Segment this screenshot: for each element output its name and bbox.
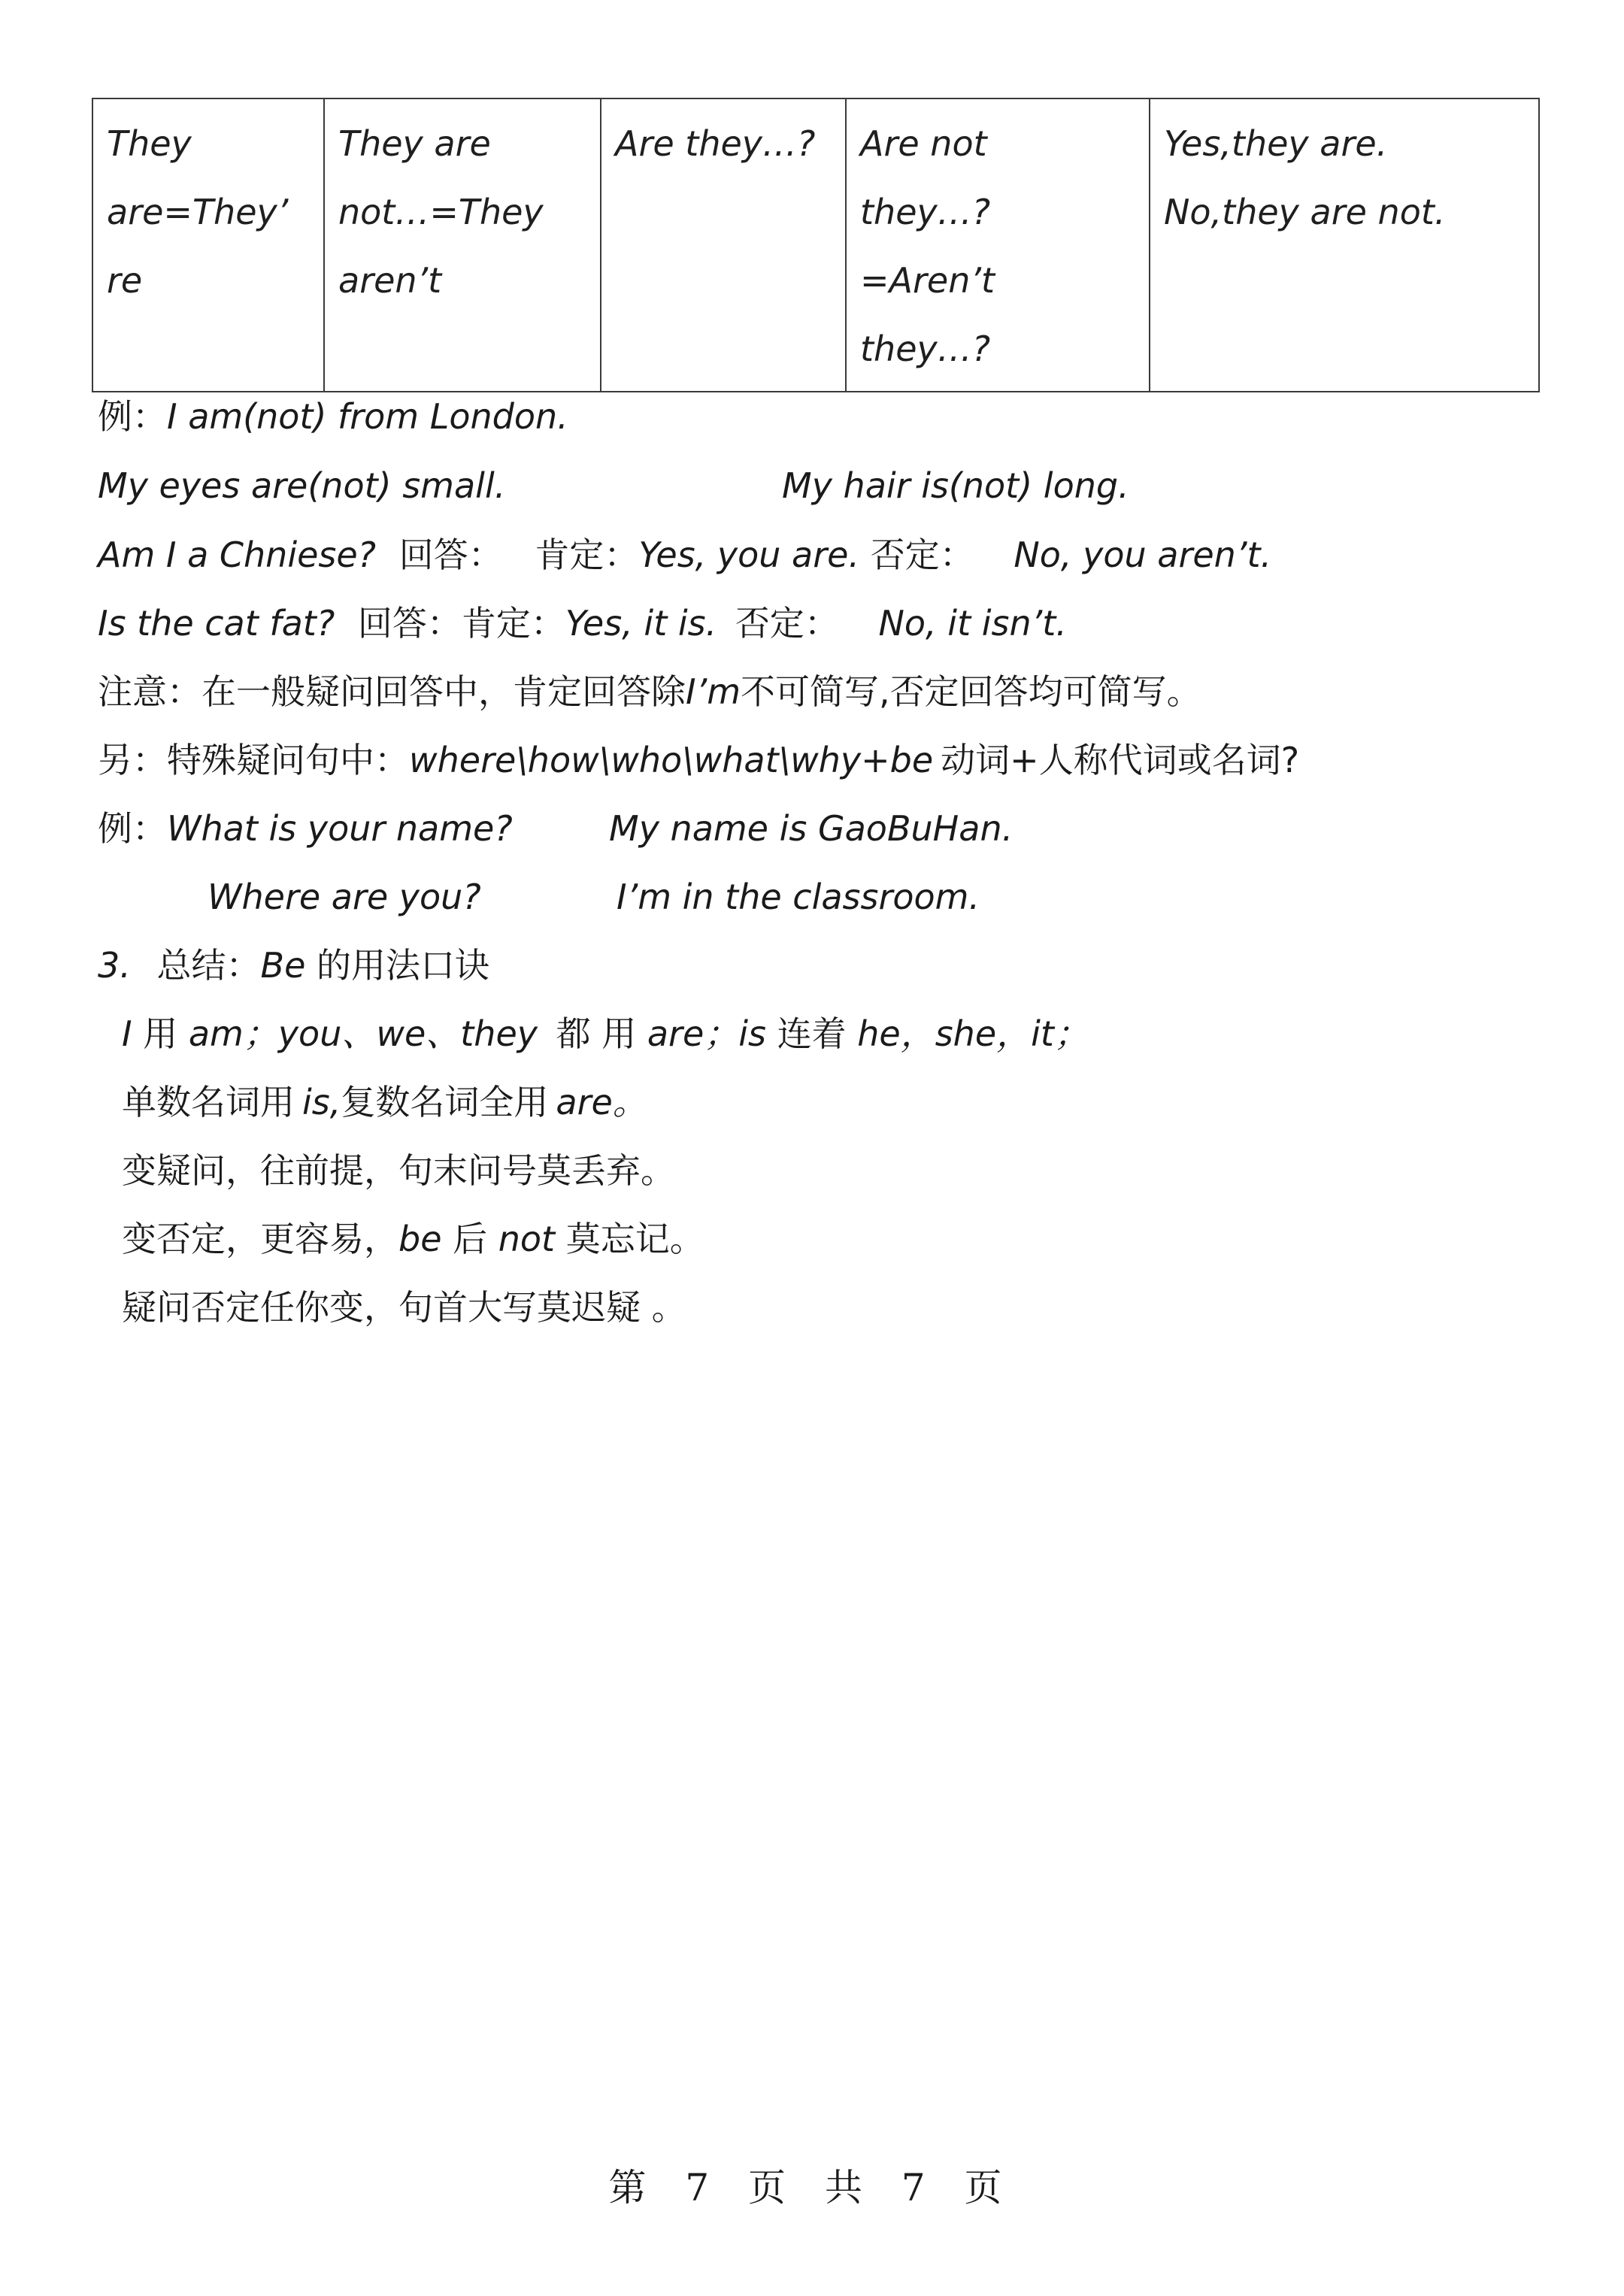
summary-heading-a: 总结： — [156, 945, 261, 986]
example-label: 例： — [98, 396, 167, 437]
special-text-a: 另：特殊疑问句中： — [98, 740, 409, 780]
note-text-a: 注意：在一般疑问回答中，肯定回答除 — [98, 671, 686, 712]
note-line — [98, 669, 1201, 714]
negative-label: 否定： — [735, 603, 839, 644]
table-cell-negative-question: Are not they…? =Aren’t they…? — [846, 98, 1150, 392]
rhyme-1-a: I — [122, 1013, 132, 1054]
rhyme-2-b: is, — [302, 1082, 341, 1122]
table-row — [92, 98, 1539, 392]
positive-answer: Yes, you are. — [638, 535, 860, 575]
question-text: Is the cat fat? — [98, 603, 335, 644]
example-line-1 — [98, 394, 568, 439]
positive-label: 肯定： — [535, 535, 639, 575]
table-cell-contraction: They are=They’ re — [92, 98, 324, 392]
rhyme-1-c: am；you、we、they — [188, 1013, 538, 1054]
special-text-c: 动词+人称代词或名词? — [941, 740, 1300, 780]
rhyme-1-f: 连着 — [777, 1013, 847, 1054]
negative-label: 否定： — [870, 535, 974, 575]
rhyme-1-b: 用 — [143, 1013, 178, 1054]
example2-question-2: Where are you? — [208, 877, 481, 917]
example-sentence: I am(not) from London. — [167, 396, 568, 437]
rhyme-1-g: he，she，it； — [857, 1013, 1089, 1054]
example2-answer-2: I’m in the classroom. — [617, 877, 980, 917]
rhyme-4-c: 后 — [453, 1219, 488, 1259]
note-text-b: I’m — [686, 671, 741, 712]
example2-question-1: What is your name? — [167, 808, 513, 849]
rhyme-line-5: 疑问否定任你变，句首大写莫迟疑 。 — [122, 1287, 686, 1328]
rhyme-line-3: 变疑问，往前提，句末问号莫丢弃。 — [122, 1150, 675, 1191]
question-line-1 — [98, 532, 1271, 577]
note-text-c: 不可简写,否定回答均可简写。 — [741, 671, 1201, 712]
rhyme-line-1 — [122, 1011, 1089, 1056]
question-text: Am I a Chniese? — [98, 535, 377, 575]
rhyme-line-2 — [122, 1080, 647, 1125]
summary-heading-c: 的用法口诀 — [317, 945, 489, 986]
positive-answer: Yes, it is. — [565, 603, 717, 644]
table-cell-negative: They are not…=They aren’t — [324, 98, 601, 392]
rhyme-4-b: be — [398, 1219, 442, 1259]
special-text-b: where\how\who\what\why+be — [409, 740, 934, 780]
summary-heading-b: Be — [260, 945, 306, 986]
rhyme-4-a: 变否定，更容易， — [122, 1219, 398, 1259]
summary-heading — [98, 943, 489, 988]
rhyme-4-e: 莫忘记。 — [565, 1219, 704, 1259]
example-line-2a: My eyes are(not) small. — [98, 465, 506, 506]
rhyme-4-d: not — [498, 1219, 556, 1259]
example2-answer-1: My name is GaoBuHan. — [609, 808, 1013, 849]
example2-line-1 — [98, 806, 513, 851]
rhyme-1-e: are；is — [647, 1013, 767, 1054]
be-verb-table — [92, 98, 1540, 392]
negative-answer: No, you aren’t. — [1013, 535, 1272, 575]
table-cell-question: Are they…? — [601, 98, 846, 392]
rhyme-2-d: are。 — [556, 1082, 647, 1122]
example2-label: 例： — [98, 808, 167, 849]
answer-label: 回答： — [398, 535, 503, 575]
table-cell-answers: Yes,they are. No,they are not. — [1150, 98, 1539, 392]
rhyme-1-d: 都 用 — [556, 1013, 637, 1054]
negative-answer: No, it isn’t. — [878, 603, 1067, 644]
answer-label: 回答： — [357, 603, 462, 644]
positive-label: 肯定： — [461, 603, 565, 644]
page-number-footer: 第 7 页 共 7 页 — [608, 2166, 1016, 2210]
summary-number: 3. — [98, 945, 131, 986]
rhyme-2-a: 单数名词用 — [122, 1082, 295, 1122]
special-question-line — [98, 738, 1299, 783]
question-line-2 — [98, 601, 1067, 646]
example-line-2b: My hair is(not) long. — [782, 465, 1129, 506]
rhyme-line-4 — [122, 1216, 704, 1262]
rhyme-2-c: 复数名词全用 — [341, 1082, 549, 1122]
